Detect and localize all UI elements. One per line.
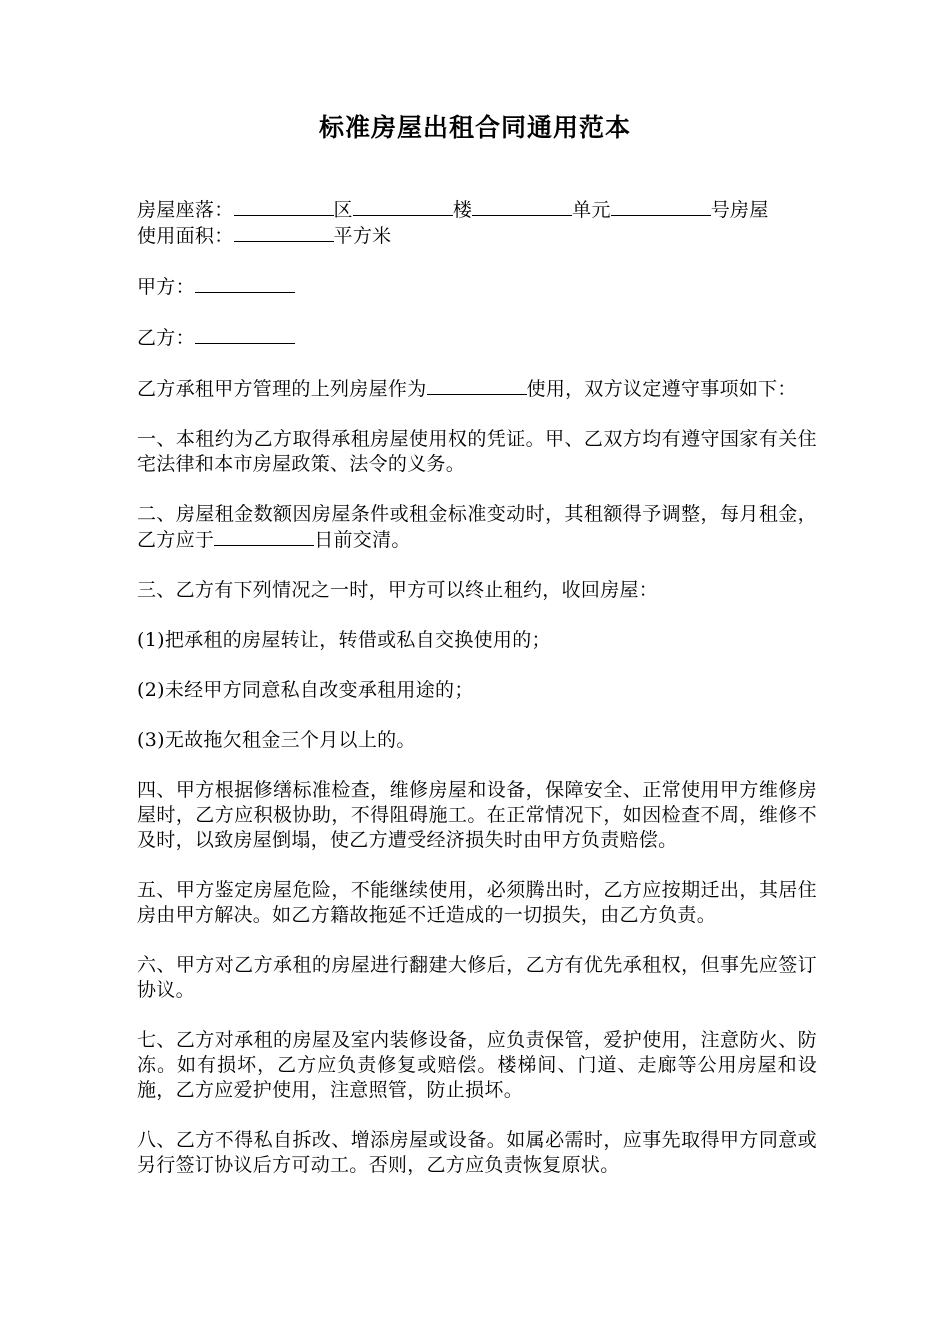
clause-2-after: 日前交清。 [314,529,411,551]
clause-8: 八、乙方不得私自拆改、增添房屋或设备。如属必需时，应事先取得甲方同意或另行签订协议后方可动工。否则，乙方应负责恢复原状。 [137,1129,817,1176]
clause-3: 三、乙方有下列情况之一时，甲方可以终止租约，收回房屋： [137,579,659,601]
location-blank-2 [353,197,453,216]
clause-3-item-3: (3)无故拖欠租金三个月以上的。 [137,729,416,751]
party-a-label: 甲方： [137,276,195,298]
intro-after: 使用，双方议定遵守事项如下： [526,378,797,400]
intro-paragraph [137,376,817,402]
building-label: 楼 [452,199,473,221]
location-blank-4 [611,197,711,216]
clause-3-item-2: (2)未经甲方同意私自改变承租用途的； [137,679,474,701]
location-label: 房屋座落： [137,199,234,221]
area-line [137,223,817,249]
document-title: 标准房屋出租合同通用范本 [318,113,631,142]
location-blank-1 [234,197,334,216]
clause-6: 六、甲方对乙方承租的房屋进行翻建大修后，乙方有优先承租权，但事先应签订协议。 [137,954,817,1001]
area-blank [234,223,334,242]
contract-body [137,197,817,1203]
room-label: 号房屋 [710,199,769,221]
clause-3-item-1: (1)把承租的房屋转让，转借或私自交换使用的； [137,629,551,651]
unit-label: 单元 [572,199,611,221]
clause-1: 一、本租约为乙方取得承租房屋使用权的凭证。甲、乙双方均有遵守国家有关住宅法律和本市房屋政策、法令的义务。 [137,428,817,475]
area-label: 使用面积： [137,225,234,247]
area-unit: 平方米 [333,225,392,247]
intro-before: 乙方承租甲方管理的上列房屋作为 [137,378,427,400]
party-b-line [137,325,817,351]
clause-2-before: 二、房屋租金数额因房屋条件或租金标准变动时，其租额得予调整，每月租金，乙方应于 [137,503,817,551]
district-label: 区 [333,199,353,221]
party-a-blank [195,274,295,293]
location-blank-3 [472,197,572,216]
party-a-line [137,274,817,300]
clause-2 [137,502,817,553]
clause-7: 七、乙方对承租的房屋及室内装修设备，应负责保管，爱护使用，注意防火、防冻。如有损坏，乙方应负责修复或赔偿。楼梯间、门道、走廊等公用房屋和设施，乙方应爱护使用，注意照管，防止损坏。 [137,1029,817,1101]
clause-4: 四、甲方根据修缮标准检查，维修房屋和设备，保障安全、正常使用甲方维修房屋时，乙方应积极协助，不得阻碍施工。在正常情况下，如因检查不周，维修不及时，以致房屋倒塌，使乙方遭受经济损失时由甲方负责赔偿。 [137,779,817,851]
usage-blank [427,376,527,395]
rent-date-blank [214,527,314,546]
clause-5: 五、甲方鉴定房屋危险，不能继续使用，必须腾出时，乙方应按期迁出，其居住房由甲方解决。如乙方籍故拖延不迁造成的一切损失，由乙方负责。 [137,879,817,926]
location-line [137,197,817,223]
party-b-blank [195,325,295,344]
party-b-label: 乙方： [137,327,195,349]
